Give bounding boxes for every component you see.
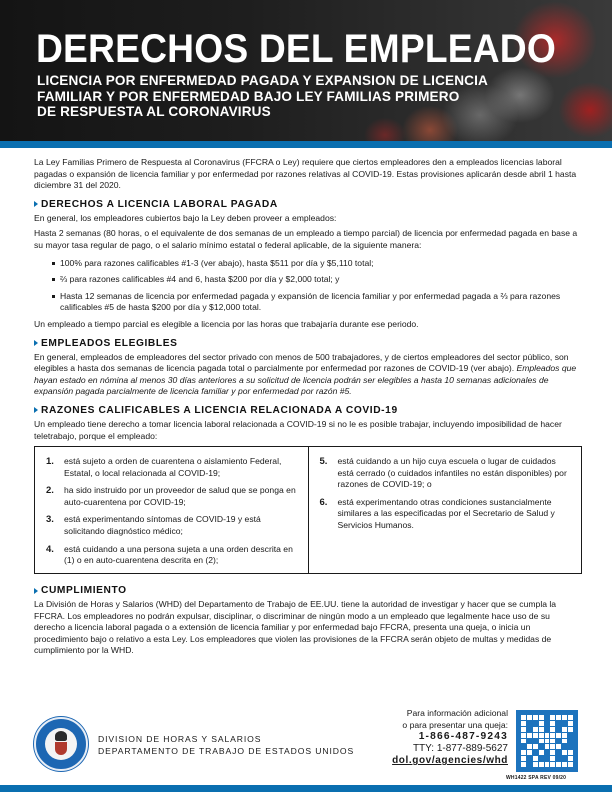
reason-item bbox=[46, 544, 300, 567]
qr-module bbox=[533, 721, 538, 726]
qr-module bbox=[562, 721, 567, 726]
reason-text: está cuidando a una persona sujeta a una orden descrita en (1) o en auto-cuarentena descrita en (2); bbox=[64, 543, 293, 566]
qr-module bbox=[545, 727, 550, 732]
qr-module bbox=[562, 756, 567, 761]
qr-module bbox=[550, 762, 555, 767]
section-heading-text: DERECHOS A LICENCIA LABORAL PAGADA bbox=[41, 198, 278, 210]
org-line: DIVISION DE HORAS Y SALARIOS bbox=[98, 734, 262, 744]
revision-code: WH1422 SPA REV 09/20 bbox=[506, 775, 567, 781]
list-item: ⅔ para razones calificables #4 and 6, hasta $200 por día y $2,000 total; y bbox=[52, 274, 582, 286]
qr-module bbox=[556, 733, 561, 738]
org-name bbox=[98, 733, 354, 757]
qr-module bbox=[527, 750, 532, 755]
intro-paragraph: La Ley Familias Primero de Respuesta al Coronavirus (FFCRA o Ley) requiere que ciertos empleadores den a empleados licencias laboral pagadas o expansión de licencia familiar y por enfermedad por razones relativas al COVID-19. Estas provisiones aplicarán desde abril 1 hasta diciembre 31 del 2020. bbox=[34, 157, 577, 191]
paid-leave-paragraph: Hasta 2 semanas (80 horas, o el equivalente de dos semanas de un empleado a tiempo parcial) de licencia por enfermedad pagada en base a su mayor tasa regular de pago, o el salario mínimo estatal o federal aplicable, de la siguiente manera: bbox=[34, 228, 578, 250]
page-title: DERECHOS DEL EMPLEADO bbox=[36, 27, 556, 71]
qr-module bbox=[527, 721, 532, 726]
qr-module bbox=[527, 727, 532, 732]
eligible-italic-text: Empleados que hayan estado en nómina al menos 30 días anteriores a su solicitud de licencia podrán ser elegibles a hasta 10 semanas adicionales de expansión pagada parcialmente de licencia familiar y por enfermedad por razón #5. bbox=[34, 363, 577, 397]
qr-module bbox=[539, 721, 544, 726]
section-heading-eligible bbox=[34, 337, 582, 350]
subtitle-line: DE RESPUESTA AL CORONAVIRUS bbox=[37, 103, 271, 119]
qr-module bbox=[556, 750, 561, 755]
qr-module bbox=[562, 739, 567, 744]
phone-number[interactable]: 1-866-487-9243 bbox=[418, 731, 508, 742]
qr-module bbox=[521, 750, 526, 755]
qr-module bbox=[568, 727, 573, 732]
qr-module bbox=[533, 715, 538, 720]
qr-module bbox=[568, 762, 573, 767]
subtitle-line: FAMILIAR Y POR ENFERMEDAD BAJO LEY FAMILIAS PRIMERO bbox=[37, 87, 460, 104]
section-heading-paid-leave bbox=[34, 198, 582, 211]
header-banner bbox=[0, 0, 612, 141]
qr-module bbox=[545, 750, 550, 755]
reason-item bbox=[46, 485, 300, 508]
section-heading-enforcement bbox=[34, 584, 582, 597]
qr-module bbox=[545, 756, 550, 761]
qr-module bbox=[527, 756, 532, 761]
qr-module bbox=[521, 727, 526, 732]
qr-module bbox=[521, 744, 526, 749]
reason-text: está sujeto a orden de cuarentena o aislamiento Federal, Estatal, o local relacionada al COVID-19; bbox=[64, 456, 282, 478]
qr-module bbox=[550, 715, 555, 720]
list-item: 100% para razones calificables #1-3 (ver abajo), hasta $511 por día y $5,110 total; bbox=[52, 258, 582, 270]
triangle-bullet-icon bbox=[34, 407, 38, 413]
qr-module bbox=[562, 750, 567, 755]
qr-module bbox=[527, 733, 532, 738]
tty-number[interactable]: TTY: 1-877-889-5627 bbox=[412, 743, 508, 754]
dol-seal-icon bbox=[34, 717, 88, 771]
qr-module bbox=[562, 715, 567, 720]
qr-module bbox=[556, 727, 561, 732]
list-item: Hasta 12 semanas de licencia por enfermedad pagada y expansión de licencia familiar y por enfermedad pagada a ⅔ para razones calificables #5 de hasta $200 por día y $12,000 total. bbox=[52, 291, 582, 314]
reason-number: 1. bbox=[46, 456, 54, 468]
qr-module bbox=[539, 739, 544, 744]
reason-number: 2. bbox=[46, 485, 54, 497]
qr-module bbox=[568, 733, 573, 738]
reason-number: 6. bbox=[319, 496, 328, 508]
triangle-bullet-icon bbox=[34, 340, 38, 346]
page-subtitle bbox=[37, 73, 557, 120]
qr-module bbox=[527, 744, 532, 749]
qr-module bbox=[533, 750, 538, 755]
footer-divider bbox=[0, 785, 612, 792]
qr-module bbox=[521, 762, 526, 767]
shield-icon bbox=[55, 742, 67, 755]
contact-info bbox=[378, 707, 508, 767]
qr-module bbox=[562, 762, 567, 767]
qr-module bbox=[545, 733, 550, 738]
reasons-column-left bbox=[35, 447, 308, 573]
section-heading-text: RAZONES CALIFICABLES A LICENCIA RELACIONADA A COVID-19 bbox=[41, 404, 398, 416]
qr-module bbox=[521, 715, 526, 720]
website-link[interactable]: dol.gov/agencies/whd bbox=[392, 755, 508, 766]
paid-leave-closing: Un empleado a tiempo parcial es elegible a licencia por las horas que trabajaría durante ese periodo. bbox=[34, 318, 419, 329]
qr-module bbox=[568, 715, 573, 720]
enforcement-paragraph: La División de Horas y Salarios (WHD) del Departamento de Trabajo de EE.UU. tiene la autoridad de investigar y hacer que se cumpla la FFCRA. Los empleadores no podrán expulsar, disciplinar, o discriminar de ningún modo a un empleado que legalmente hace uso de su derecho a licencia laboral pagada o a extensión de licencia familiar y por enfermedad bajo FFCRA, presenta una queja, o inicia un procedimiento bajo o relativo a esta Ley. Los empleadores que violen las provisiones de la FFCRA serán objeto de multas y medidas de cumplimiento por la WHD. bbox=[34, 599, 557, 656]
qr-module bbox=[545, 762, 550, 767]
triangle-bullet-icon bbox=[34, 588, 38, 594]
qr-module bbox=[533, 756, 538, 761]
footer bbox=[0, 705, 612, 785]
reason-number: 4. bbox=[46, 543, 54, 555]
qr-module bbox=[521, 733, 526, 738]
qr-module bbox=[550, 744, 555, 749]
qr-module bbox=[568, 721, 573, 726]
reason-number: 3. bbox=[46, 514, 54, 526]
section-heading-text: CUMPLIMIENTO bbox=[41, 585, 127, 597]
qr-module bbox=[539, 727, 544, 732]
qr-module bbox=[527, 739, 532, 744]
reasons-lead: Un empleado tiene derecho a tomar licencia laboral relacionada a COVID-19 si no le es posible trabajar, incluyendo imposibilidad de hacer teletrabajo, porque el empleado: bbox=[34, 418, 562, 441]
qr-module bbox=[568, 739, 573, 744]
qr-module bbox=[527, 715, 532, 720]
qr-module bbox=[556, 739, 561, 744]
contact-line: o para presentar una queja: bbox=[402, 720, 508, 730]
qr-module bbox=[550, 721, 555, 726]
reasons-box bbox=[34, 446, 582, 574]
qr-module bbox=[533, 762, 538, 767]
qr-module bbox=[556, 744, 561, 749]
qr-module bbox=[568, 756, 573, 761]
paid-leave-list bbox=[52, 258, 582, 314]
qr-module bbox=[539, 750, 544, 755]
qr-module bbox=[521, 756, 526, 761]
eligible-text: En general, empleados de empleadores del sector privado con menos de 500 trabajadores, y de ciertos empleadores del sector público, son elegibles a hasta dos semanas de licencia pagada total o parcialmente por enfermedad por razones de COVID-19 (ver abajo). bbox=[34, 351, 569, 374]
reasons-column-right bbox=[308, 447, 582, 573]
qr-module bbox=[533, 733, 538, 738]
qr-module bbox=[533, 744, 538, 749]
qr-module bbox=[539, 762, 544, 767]
qr-module bbox=[533, 727, 538, 732]
section-heading-text: EMPLEADOS ELEGIBLES bbox=[41, 337, 178, 349]
eagle-icon bbox=[55, 731, 67, 741]
main-content bbox=[34, 157, 582, 661]
reason-text: está experimentando síntomas de COVID-19 y está solicitando diagnóstico médico; bbox=[64, 514, 261, 537]
reason-text: está cuidando a un hijo cuya escuela o lugar de cuidados está cerrado (o cuidados infantiles no están disponibles) por razones de COVID-19; o bbox=[337, 456, 567, 490]
qr-pattern bbox=[521, 715, 573, 767]
qr-module bbox=[568, 744, 573, 749]
qr-module bbox=[521, 739, 526, 744]
qr-module bbox=[539, 756, 544, 761]
header-divider bbox=[0, 141, 612, 148]
reason-number: 5. bbox=[319, 456, 328, 468]
contact-line: Para información adicional bbox=[406, 708, 508, 718]
section-heading-reasons bbox=[34, 404, 582, 417]
qr-module bbox=[550, 739, 555, 744]
qr-module bbox=[556, 762, 561, 767]
reason-item bbox=[320, 456, 574, 491]
qr-module bbox=[545, 721, 550, 726]
reason-item bbox=[320, 497, 574, 532]
reason-item bbox=[46, 456, 300, 479]
qr-module bbox=[539, 744, 544, 749]
qr-module bbox=[545, 739, 550, 744]
qr-module bbox=[550, 733, 555, 738]
org-line: DEPARTAMENTO DE TRABAJO DE ESTADOS UNIDOS bbox=[98, 746, 355, 756]
paid-leave-lead: En general, los empleadores cubiertos bajo la Ley deben proveer a empleados: bbox=[34, 212, 337, 223]
qr-module bbox=[556, 721, 561, 726]
reason-text: ha sido instruido por un proveedor de salud que se ponga en auto-cuarentena por COVID-19; bbox=[64, 485, 296, 507]
reason-item bbox=[46, 514, 300, 537]
triangle-bullet-icon bbox=[34, 201, 38, 207]
qr-module bbox=[550, 750, 555, 755]
qr-module bbox=[562, 733, 567, 738]
qr-module bbox=[556, 756, 561, 761]
qr-module bbox=[550, 727, 555, 732]
subtitle-line: LICENCIA POR ENFERMEDAD PAGADA Y EXPANSION DE LICENCIA bbox=[37, 72, 489, 88]
seal-center bbox=[45, 728, 77, 760]
qr-module bbox=[562, 744, 567, 749]
qr-module bbox=[568, 750, 573, 755]
qr-module bbox=[550, 756, 555, 761]
qr-module bbox=[527, 762, 532, 767]
qr-module bbox=[539, 733, 544, 738]
qr-module bbox=[545, 744, 550, 749]
qr-module bbox=[533, 739, 538, 744]
reason-text: está experimentando otras condiciones sustancialmente similares a las especificadas por el Secretario de Salud y Servicios Humanos. bbox=[337, 496, 555, 531]
qr-module bbox=[562, 727, 567, 732]
qr-module bbox=[545, 715, 550, 720]
qr-module bbox=[539, 715, 544, 720]
qr-module bbox=[556, 715, 561, 720]
qr-module bbox=[521, 721, 526, 726]
eligible-paragraph bbox=[34, 352, 582, 398]
qr-code-icon[interactable] bbox=[516, 710, 578, 772]
